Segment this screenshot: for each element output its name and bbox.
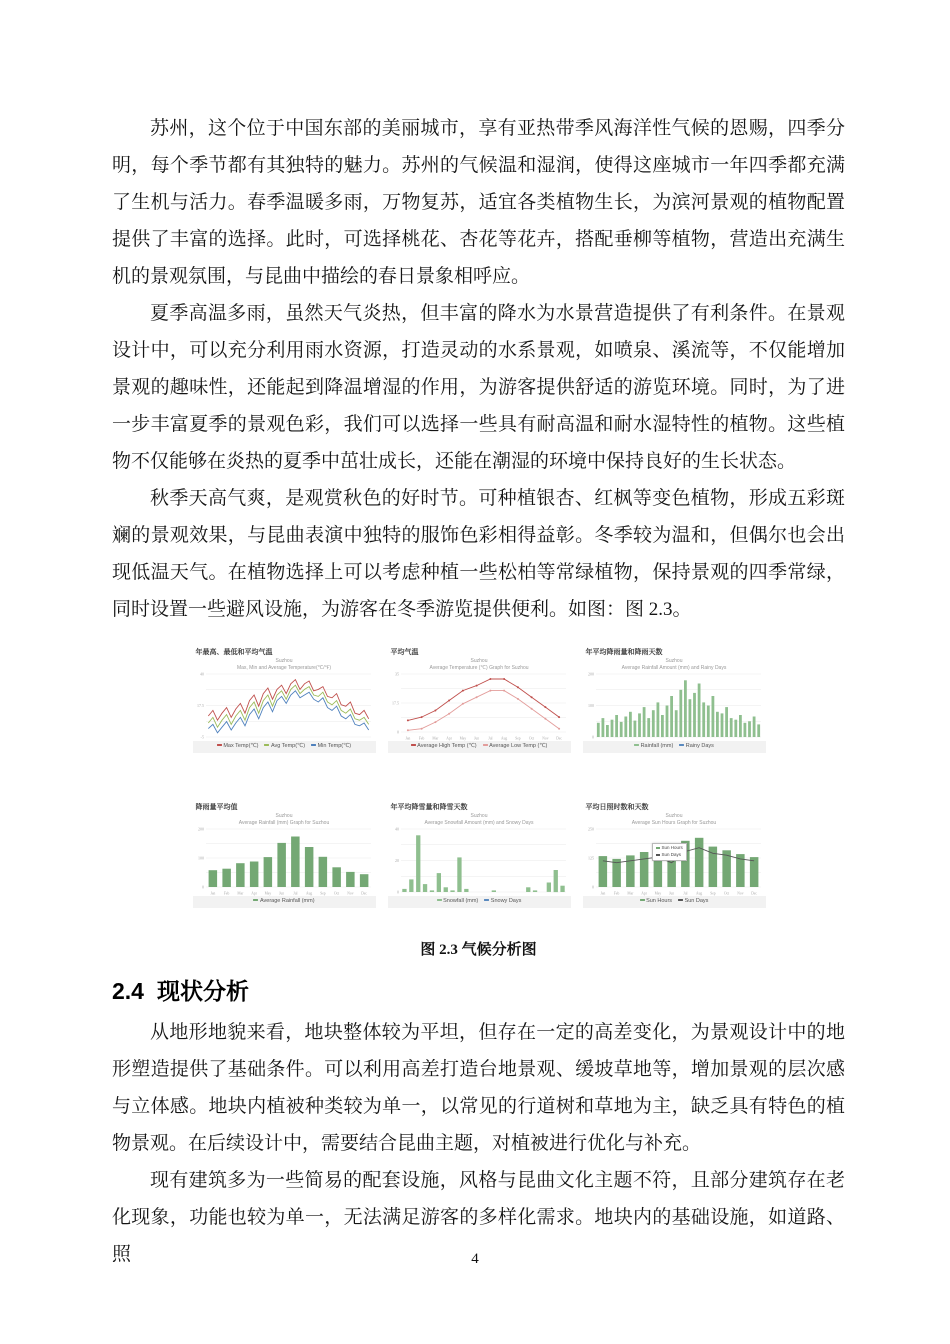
svg-text:200: 200 — [587, 671, 594, 677]
svg-text:Nov: Nov — [736, 891, 744, 896]
paragraph-spring-climate: 苏州，这个位于中国东部的美丽城市，享有亚热带季风海洋性气候的恩赐，四季分明，每个季节都有其独特的魅力。苏州的气候温和湿润，使得这座城市一年四季都充满了生机与活力。春季温暖多雨，万物复苏，适宜各类植物生长，为滨河景观的植物配置提供了丰富的选择。此时，可选择桃花、杏花等花卉，搭配垂柳等植物，营造出充满生机的景观氛围，与昆曲中描绘的春日景象相呼应。 — [112, 118, 845, 287]
paragraph-terrain-analysis: 从地形地貌来看，地块整体较为平坦，但存在一定的高差变化，为景观设计中的地形塑造提供了基础条件。可以利用高差打造台地景观、缓坡草地等，增加景观的层次感与立体感。地块内植被种类较为单一，以常见的行道树和草地为主，缺乏具有特色的植物景观。在后续设计中，需要结合昆曲主题，对植被进行优化与补充。 — [112, 1022, 845, 1154]
svg-text:Oct: Oct — [333, 891, 339, 896]
chart-legend — [193, 741, 376, 753]
svg-text:May: May — [264, 891, 271, 896]
svg-text:Jun: Jun — [278, 891, 284, 896]
chart-plot-area — [193, 826, 376, 896]
svg-text:Jan: Jan — [405, 736, 410, 741]
section-number: 2.4 — [112, 978, 144, 1004]
svg-text:Oct: Oct — [528, 736, 534, 741]
svg-text:Jun: Jun — [668, 891, 674, 896]
svg-text:Nov: Nov — [346, 891, 354, 896]
svg-text:Aug: Aug — [695, 891, 702, 896]
svg-text:Feb: Feb — [613, 891, 619, 896]
svg-text:May: May — [459, 736, 466, 741]
chart-title: 降雨量平均值 — [195, 804, 238, 811]
chart-legend — [583, 741, 766, 753]
section-heading-2-4 — [112, 973, 845, 1006]
svg-text:Aug: Aug — [500, 736, 507, 741]
legend-item: Snowy Days — [484, 898, 521, 906]
chart-subtitle: Suzhou Average Temperature (℃) Graph for Suzhou — [429, 658, 529, 671]
svg-text:Apr: Apr — [445, 736, 452, 741]
chart-title: 年平均降雨量和降雨天数 — [585, 649, 663, 656]
chart-canvas — [193, 671, 376, 741]
svg-text:Sep: Sep — [319, 891, 326, 896]
chart-title: 年最高、最低和平均气温 — [195, 649, 273, 656]
chart-plot-area — [583, 826, 766, 896]
svg-text:40: 40 — [199, 671, 204, 677]
svg-text:250: 250 — [587, 826, 594, 832]
chart-legend — [388, 741, 571, 753]
svg-text:Nov: Nov — [541, 736, 549, 741]
figure-row-top — [193, 646, 765, 753]
svg-text:Mar: Mar — [626, 891, 633, 896]
legend-item: Snowfall (mm) — [437, 898, 479, 906]
svg-text:Mar: Mar — [236, 891, 243, 896]
figure-caption: 图 2.3 气候分析图 — [420, 942, 537, 958]
svg-text:-5: -5 — [200, 734, 204, 740]
chart-plot-area — [388, 671, 571, 741]
svg-text:Jun: Jun — [473, 736, 479, 741]
svg-text:Sep: Sep — [514, 736, 521, 741]
paragraph-buildings-analysis: 现有建筑多为一些简易的配套设施，风格与昆曲文化主题不符，且部分建筑存在老化现象，功能也较为单一，无法满足游客的多样化需求。地块内的基础设施，如道路、照 — [112, 1170, 845, 1265]
chart-tooltip-box: Sun Hours Sun Days — [652, 843, 687, 862]
chart-subtitle: Suzhou Average Sun Hours Graph for Suzhou — [631, 813, 717, 826]
section-title: 现状分析 — [156, 978, 249, 1004]
svg-text:100: 100 — [587, 703, 594, 708]
chart-subtitle: Suzhou Average Rainfall Amount (mm) and Rainy Days — [621, 658, 727, 671]
chart-subtitle: Suzhou Average Rainfall (mm) Graph for Suzhou — [238, 813, 330, 826]
figure-row-bottom — [193, 801, 765, 908]
svg-text:Jul: Jul — [487, 736, 493, 741]
svg-text:100: 100 — [197, 855, 204, 861]
chart-title: 年平均降雪量和降雪天数 — [390, 804, 468, 811]
svg-text:Aug: Aug — [305, 891, 312, 896]
legend-item: Average Low Temp (℃) — [483, 743, 548, 751]
chart-plot-area — [193, 671, 376, 741]
svg-text:17.5: 17.5 — [391, 700, 399, 706]
page-number: 4 — [471, 1251, 479, 1267]
svg-text:20: 20 — [394, 858, 399, 863]
svg-text:125: 125 — [587, 855, 594, 861]
chart-canvas — [583, 671, 766, 741]
legend-item: Max Temp(℃) — [217, 743, 259, 751]
legend-item: Rainfall (mm) — [634, 743, 673, 751]
svg-text:May: May — [654, 891, 661, 896]
svg-text:Dec: Dec — [555, 736, 562, 741]
chart-subtitle: Suzhou Average Snowfall Amount (mm) and Snowy Days — [424, 813, 534, 826]
chart-subtitle: Suzhou Max, Min and Average Temperature(℃/℉) — [236, 658, 332, 671]
chart-legend — [583, 896, 766, 908]
svg-text:Jul: Jul — [682, 891, 688, 896]
chart-legend — [193, 896, 376, 908]
chart-plot-area — [583, 671, 766, 741]
chart-sun-hours-and-days — [583, 801, 766, 908]
climate-analysis-figure — [193, 646, 765, 908]
chart-average-rainfall — [193, 801, 376, 908]
chart-rainfall-and-rainy-days — [583, 646, 766, 753]
svg-text:Dec: Dec — [750, 891, 757, 896]
page-content — [112, 110, 845, 1273]
svg-text:Feb: Feb — [223, 891, 229, 896]
svg-text:Apr: Apr — [640, 891, 647, 896]
svg-text:Feb: Feb — [418, 736, 424, 741]
chart-plot-area — [388, 826, 571, 896]
svg-text:0: 0 — [201, 884, 204, 890]
svg-text:Apr: Apr — [250, 891, 257, 896]
paragraph-summer-climate: 夏季高温多雨，虽然天气炎热，但丰富的降水为水景营造提供了有利条件。在景观设计中，可以充分利用雨水资源，打造灵动的水系景观，如喷泉、溪流等，不仅能增加景观的趣味性，还能起到降温增湿的作用，为游客提供舒适的游览环境。同时，为了进一步丰富夏季的景观色彩，我们可以选择一些具有耐高温和耐水湿特性的植物。这些植物不仅能够在炎热的夏季中茁壮成长，还能在潮湿的环境中保持良好的生长状态。 — [112, 303, 845, 472]
chart-title: 平均日照时数和天数 — [585, 804, 649, 811]
legend-item: Average High Temp (℃) — [411, 743, 477, 751]
svg-text:Dec: Dec — [360, 891, 367, 896]
chart-canvas — [388, 671, 571, 741]
svg-text:Mar: Mar — [431, 736, 438, 741]
svg-text:0: 0 — [591, 734, 594, 740]
chart-average-temperature — [388, 646, 571, 753]
svg-text:Jan: Jan — [600, 891, 605, 896]
svg-text:0: 0 — [396, 889, 399, 895]
chart-snowfall-and-snowy-days — [388, 801, 571, 908]
chart-title: 平均气温 — [390, 649, 419, 656]
legend-item: Min Temp(℃) — [311, 743, 351, 751]
legend-item: Sun Days — [678, 898, 708, 906]
svg-text:40: 40 — [394, 826, 399, 832]
svg-text:35: 35 — [394, 671, 399, 677]
chart-canvas — [388, 826, 571, 896]
svg-text:Jul: Jul — [292, 891, 298, 896]
chart-max-min-avg-temperature — [193, 646, 376, 753]
legend-item: Rainy Days — [679, 743, 714, 751]
svg-text:Jan: Jan — [210, 891, 215, 896]
chart-legend — [388, 896, 571, 908]
paragraph-autumn-winter-climate: 秋季天高气爽，是观赏秋色的好时节。可种植银杏、红枫等变色植物，形成五彩斑斓的景观效果，与昆曲表演中独特的服饰色彩相得益彰。冬季较为温和，但偶尔也会出现低温天气。在植物选择上可以考虑种植一些松柏等常绿植物，保持景观的四季常绿，同时设置一些避风设施，为游客在冬季游览提供便利。如图：图 2.3。 — [112, 488, 845, 620]
legend-item: Sun Hours — [640, 898, 673, 906]
svg-text:0: 0 — [591, 884, 594, 890]
svg-text:0: 0 — [396, 729, 399, 735]
svg-text:17.5: 17.5 — [196, 703, 204, 708]
legend-item: Avg Temp(℃) — [264, 743, 305, 751]
chart-canvas — [193, 826, 376, 896]
svg-text:200: 200 — [197, 826, 204, 832]
legend-item: Average Rainfall (mm) — [253, 898, 314, 906]
svg-text:Sep: Sep — [709, 891, 716, 896]
svg-text:Oct: Oct — [723, 891, 729, 896]
